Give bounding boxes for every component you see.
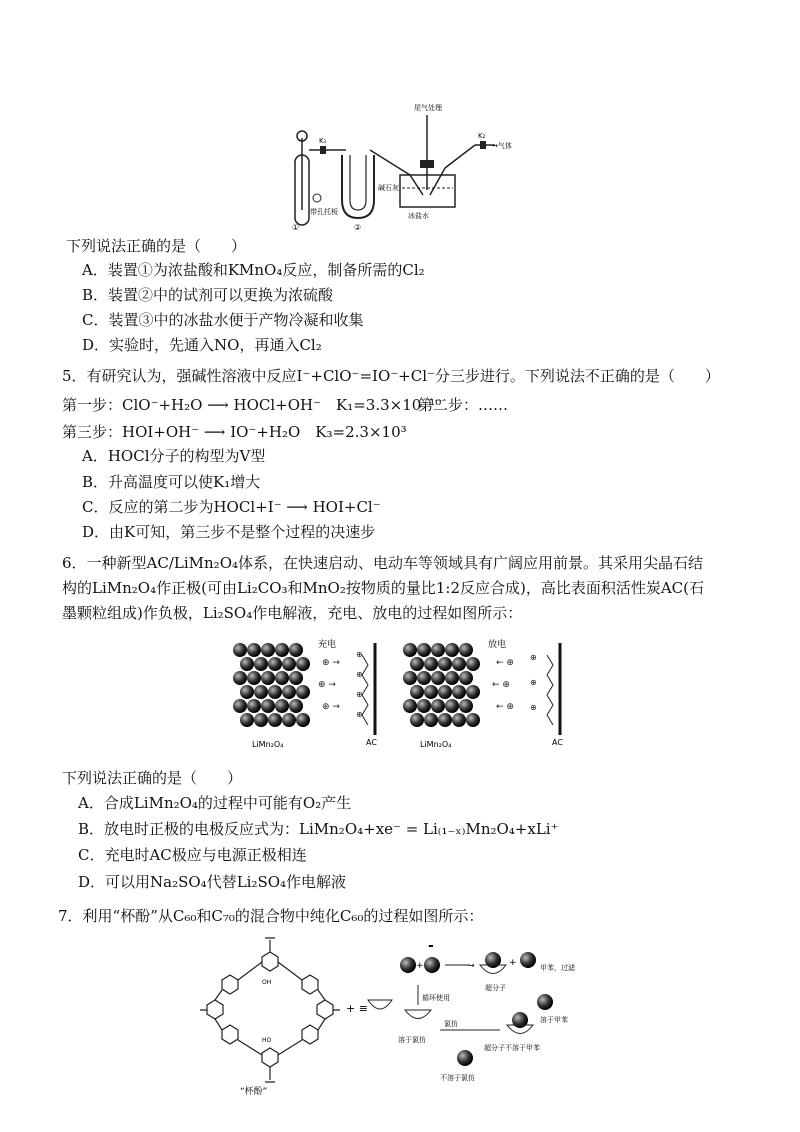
lattice-ball bbox=[452, 713, 466, 727]
lattice-ball bbox=[438, 685, 452, 699]
lattice-ball bbox=[261, 699, 275, 713]
label-tube-note: 带孔托板 bbox=[310, 208, 338, 216]
q6-stem-line1: 6．一种新型AC/LiMn₂O₄体系，在快速启动、电动车等领域具有广阔应用前景。其采用尖晶石结 bbox=[62, 554, 704, 572]
lattice-ball bbox=[247, 699, 261, 713]
q5-step1: 第一步：ClO⁻+H₂O ⟶ HOCl+OH⁻ K₁=3.3×10⁻¹⁰ bbox=[62, 396, 442, 414]
lattice-ball bbox=[403, 699, 417, 713]
lattice-ball bbox=[261, 643, 275, 657]
calixarene-label: “杯酚” bbox=[240, 1087, 268, 1097]
lattice-ball bbox=[275, 643, 289, 657]
lattice-ball bbox=[254, 685, 268, 699]
label-gas: →气体 bbox=[492, 142, 512, 150]
q5-step3: 第三步：HOI+OH⁻ ⟶ IO⁻+H₂O K₃=2.3×10³ bbox=[62, 423, 407, 441]
lattice-ball bbox=[247, 671, 261, 685]
q5-option-b: B．升高温度可以使K₁增大 bbox=[82, 473, 261, 491]
q4-option-d: D．实验时，先通入NO，再通入Cl₂ bbox=[82, 336, 322, 354]
svg-text:← ⊕: ← ⊕ bbox=[496, 702, 514, 712]
lattice-ball bbox=[296, 713, 310, 727]
label-ice-water: 冰盐水 bbox=[408, 212, 429, 220]
lattice-ball bbox=[466, 657, 480, 671]
lattice-ball bbox=[289, 643, 303, 657]
lattice-ball bbox=[289, 671, 303, 685]
q5-option-d: D．由K可知，第三步不是整个过程的决速步 bbox=[82, 523, 376, 541]
q6-question: 下列说法正确的是（ ） bbox=[62, 769, 243, 787]
charge-label: 充电 bbox=[318, 640, 337, 650]
lattice-ball bbox=[459, 643, 473, 657]
svg-text:⊕ →: ⊕ → bbox=[322, 702, 340, 712]
lattice-ball bbox=[282, 713, 296, 727]
lattice-ball bbox=[410, 685, 424, 699]
svg-text:← ⊕: ← ⊕ bbox=[496, 658, 514, 668]
svg-text:⊕: ⊕ bbox=[530, 678, 537, 687]
lattice-ball bbox=[466, 713, 480, 727]
discharge-label: 放电 bbox=[488, 640, 507, 650]
insoluble-chloroform-label: 不溶于氯仿 bbox=[440, 1074, 475, 1082]
lattice-ball bbox=[240, 685, 254, 699]
soluble-toluene-label: 溶于甲苯 bbox=[540, 1016, 568, 1024]
svg-text:⊕ →: ⊕ → bbox=[318, 680, 336, 690]
lattice-ball bbox=[275, 699, 289, 713]
lattice-ball bbox=[438, 657, 452, 671]
cathode-label-right: LiMn₂O₄ bbox=[420, 740, 452, 749]
battery-drawing bbox=[230, 635, 590, 755]
lattice-ball bbox=[424, 657, 438, 671]
calixarene-drawing bbox=[200, 930, 620, 1100]
q6-option-a: A．合成LiMn₂O₄的过程中可能有O₂产生 bbox=[78, 794, 352, 812]
lattice-ball bbox=[417, 643, 431, 657]
svg-text:⊕: ⊕ bbox=[356, 690, 363, 699]
q4-stem: 下列说法正确的是（ ） bbox=[66, 237, 247, 255]
lattice-ball bbox=[438, 713, 452, 727]
lattice-ball bbox=[424, 713, 438, 727]
soluble-chloroform-label: 溶于氯仿 bbox=[398, 1036, 426, 1044]
lattice-ball bbox=[459, 699, 473, 713]
lattice-ball bbox=[233, 699, 247, 713]
lattice-ball bbox=[247, 643, 261, 657]
lattice-ball bbox=[410, 657, 424, 671]
lattice-ball bbox=[296, 657, 310, 671]
lattice-ball bbox=[445, 699, 459, 713]
anode-label-left: AC bbox=[366, 738, 377, 747]
svg-text:→: → bbox=[468, 961, 475, 970]
q5-option-a: A．HOCl分子的构型为V型 bbox=[82, 447, 266, 465]
svg-text:+ ≡: + ≡ bbox=[346, 1002, 368, 1015]
lattice-ball bbox=[459, 671, 473, 685]
lattice-ball bbox=[424, 685, 438, 699]
q5-option-c: C．反应的第二步为HOCl+I⁻ ⟶ HOI+Cl⁻ bbox=[82, 498, 381, 516]
svg-text:⊕ →: ⊕ → bbox=[322, 658, 340, 668]
q7-stem: 7．利用“杯酚”从C₆₀和C₇₀的混合物中纯化C₆₀的过程如图所示： bbox=[58, 907, 484, 925]
insoluble-toluene-label: 超分子不溶于甲苯 bbox=[484, 1044, 540, 1052]
lattice-ball bbox=[233, 671, 247, 685]
chloroform-label: 氯仿 bbox=[444, 1020, 458, 1028]
svg-text:⊕: ⊕ bbox=[356, 710, 363, 719]
lattice-ball bbox=[445, 671, 459, 685]
lattice-ball bbox=[282, 657, 296, 671]
svg-text:← ⊕: ← ⊕ bbox=[492, 680, 510, 690]
apparatus-figure bbox=[280, 100, 540, 235]
svg-text:⊕: ⊕ bbox=[356, 670, 363, 679]
q6-option-c: C．充电时AC极应与电源正极相连 bbox=[78, 846, 307, 864]
lattice-ball bbox=[254, 657, 268, 671]
lattice-ball bbox=[261, 671, 275, 685]
svg-text:+: + bbox=[509, 958, 517, 968]
lattice-ball bbox=[296, 685, 310, 699]
supramolecule-label: 超分子 bbox=[485, 984, 506, 992]
lattice-ball bbox=[268, 713, 282, 727]
svg-text:⊕: ⊕ bbox=[530, 703, 537, 712]
label-tail-gas: 尾气处理 bbox=[414, 104, 442, 112]
q6-option-b: B．放电时正极的电极反应式为：LiMn₂O₄+xe⁻ = Li₍₁₋ₓ₎Mn₂O₄+xLi⁺ bbox=[78, 820, 559, 838]
lattice-ball bbox=[417, 671, 431, 685]
lattice-ball bbox=[417, 699, 431, 713]
lattice-ball bbox=[268, 685, 282, 699]
q6-stem-line2: 构的LiMn₂O₄作正极(可由Li₂CO₃和MnO₂按物质的量比1:2反应合成)，高比表面积活性炭AC(石 bbox=[62, 579, 705, 597]
lattice-ball bbox=[445, 643, 459, 657]
lattice-ball bbox=[282, 685, 296, 699]
recycle-label: 循环使用 bbox=[422, 994, 450, 1002]
lattice-ball bbox=[403, 643, 417, 657]
label-u-reagent: 碱石灰 bbox=[378, 184, 399, 192]
toluene-filter-label: 甲苯，过滤 bbox=[540, 964, 575, 972]
label-device1: ① bbox=[292, 223, 300, 232]
svg-text:⊕: ⊕ bbox=[530, 653, 537, 662]
lattice-ball bbox=[289, 699, 303, 713]
calixarene-diagram bbox=[200, 930, 620, 1100]
svg-text:⊕: ⊕ bbox=[356, 650, 363, 659]
q5-step2: 第二步：…… bbox=[418, 396, 509, 414]
q5-stem: 5．有研究认为，强碱性溶液中反应I⁻+ClO⁻=IO⁻+Cl⁻分三步进行。下列说法不正确的是（ ） bbox=[62, 367, 720, 385]
cathode-label-left: LiMn₂O₄ bbox=[252, 740, 284, 749]
lattice-ball bbox=[431, 671, 445, 685]
q4-option-c: C．装置③中的冰盐水便于产物冷凝和收集 bbox=[82, 311, 364, 329]
label-device2: ② bbox=[354, 223, 362, 232]
q6-option-d: D．可以用Na₂SO₄代替Li₂SO₄作电解液 bbox=[78, 873, 347, 891]
lattice-ball bbox=[452, 657, 466, 671]
label-k1: K₁ bbox=[319, 137, 327, 145]
q6-stem-line3: 墨颗粒组成)作负极，Li₂SO₄作电解液，充电、放电的过程如图所示： bbox=[62, 604, 523, 622]
lattice-ball bbox=[431, 699, 445, 713]
lattice-ball bbox=[240, 657, 254, 671]
lattice-ball bbox=[254, 713, 268, 727]
battery-diagram bbox=[230, 635, 590, 755]
oh-label-top: OH bbox=[262, 979, 272, 986]
q4-option-b: B．装置②中的试剂可以更换为浓硫酸 bbox=[82, 286, 334, 304]
lattice-ball bbox=[452, 685, 466, 699]
apparatus-drawing bbox=[280, 100, 540, 235]
anode-label-right: AC bbox=[552, 738, 563, 747]
ho-label-bottom: HO bbox=[262, 1037, 272, 1044]
lattice-ball bbox=[403, 671, 417, 685]
q4-option-a: A．装置①为浓盐酸和KMnO₄反应，制备所需的Cl₂ bbox=[82, 261, 425, 279]
svg-text:+: + bbox=[416, 961, 424, 971]
svg-text:-: - bbox=[428, 938, 434, 954]
label-k2: K₂ bbox=[478, 132, 486, 140]
lattice-ball bbox=[240, 713, 254, 727]
lattice-ball bbox=[431, 643, 445, 657]
lattice-ball bbox=[233, 643, 247, 657]
lattice-ball bbox=[275, 671, 289, 685]
lattice-ball bbox=[410, 713, 424, 727]
lattice-ball bbox=[466, 685, 480, 699]
lattice-ball bbox=[268, 657, 282, 671]
